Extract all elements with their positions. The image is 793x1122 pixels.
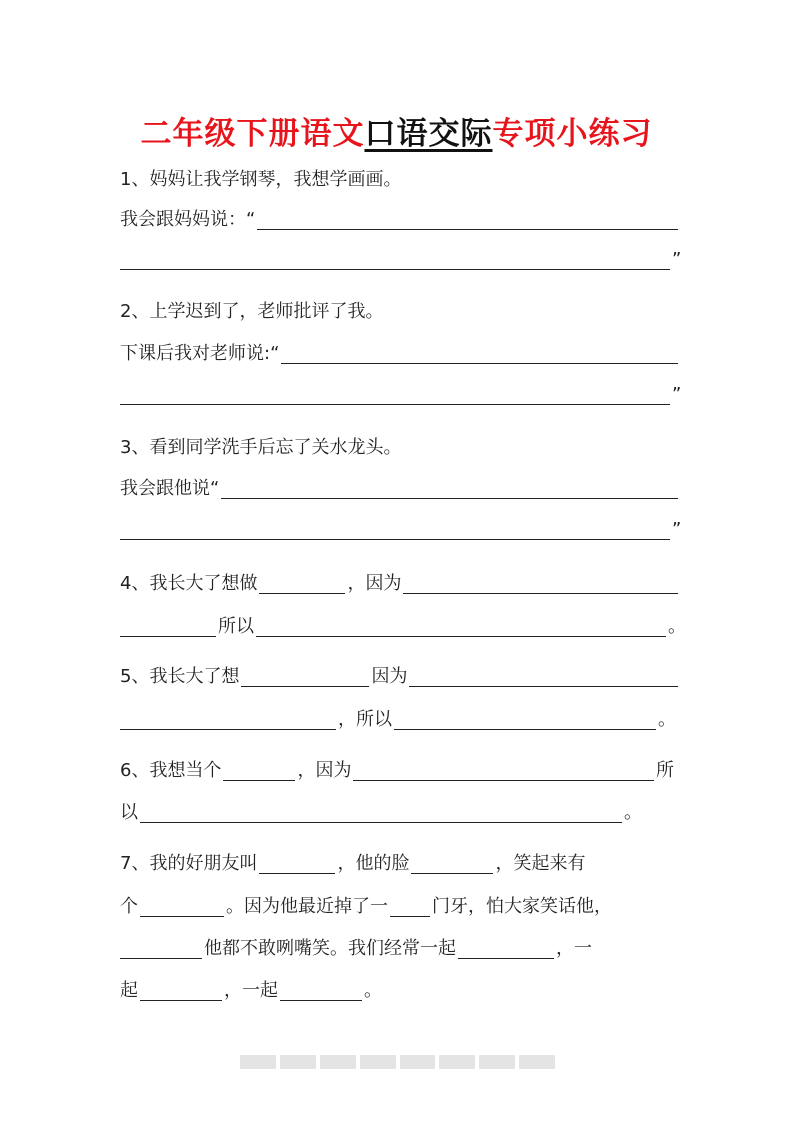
- q5-blank-reason-cont[interactable]: [120, 709, 336, 730]
- q5-line-2: [120, 706, 676, 734]
- q5-text-c: ，所以: [338, 709, 392, 730]
- q7-text-k: 。: [364, 980, 382, 1001]
- q7-blank-face[interactable]: [411, 853, 493, 874]
- q1-prompt: 1、妈妈让我学钢琴，我想学画画。: [120, 169, 402, 190]
- q6-text-c: 所: [656, 760, 674, 781]
- q2-answer-blank-2[interactable]: [120, 384, 670, 405]
- q6-text-a: 6、我想当个: [120, 760, 222, 781]
- q3-prompt: 3、看到同学洗手后忘了关水龙头。: [120, 437, 402, 458]
- q1-answer-blank-1[interactable]: [257, 209, 678, 230]
- q6-text-e: 。: [624, 802, 642, 823]
- q5-blank-result[interactable]: [394, 709, 656, 730]
- q4-blank-reason[interactable]: [403, 573, 678, 594]
- watermark-block: [320, 1055, 356, 1069]
- q6-text-b: ，因为: [297, 760, 352, 781]
- q7-text-e: 。因为他最近掉了一: [226, 896, 388, 917]
- q6-line-1: [120, 757, 674, 785]
- q6-text-d: 以: [120, 802, 138, 823]
- q4-blank-result[interactable]: [256, 616, 666, 637]
- q5-blank-wish[interactable]: [241, 666, 369, 687]
- q2-lead: 下课后我对老师说:“: [120, 343, 280, 364]
- q7-text-j: ，一起: [224, 980, 278, 1001]
- q2-answer-line-2: [120, 381, 672, 409]
- q7-text-h: ，一: [556, 938, 592, 959]
- q4-text-d: 。: [668, 616, 686, 637]
- q1-answer-line-2: [120, 246, 672, 274]
- q1-answer-line-1: [120, 206, 680, 234]
- q7-blank-activity-1[interactable]: [458, 938, 554, 959]
- q6-blank-reason[interactable]: [353, 760, 654, 781]
- q4-blank-job[interactable]: [259, 573, 345, 594]
- q7-blank-feature[interactable]: [140, 896, 224, 917]
- q7-line-1: [120, 850, 674, 878]
- q7-text-a: 7、我的好朋友叫: [120, 853, 258, 874]
- q4-line-2: [120, 613, 686, 641]
- q4-line-1: [120, 570, 680, 598]
- q1-lead: 我会跟妈妈说：“: [120, 209, 256, 230]
- q5-text-a: 5、我长大了想: [120, 666, 240, 687]
- q3-answer-blank-1[interactable]: [221, 478, 678, 499]
- watermark-block: [519, 1055, 555, 1069]
- q3-answer-line-2: [120, 516, 672, 544]
- q7-blank-activity-2[interactable]: [140, 980, 222, 1001]
- title-part-1: 二年级下册语文: [140, 116, 365, 152]
- page-title: [0, 108, 793, 153]
- watermark-block: [360, 1055, 396, 1069]
- q3-lead: 我会跟他说“: [120, 478, 220, 499]
- q2-prompt: 2、上学迟到了，老师批评了我。: [120, 301, 384, 322]
- q7-line-2: [120, 893, 676, 921]
- q4-blank-reason-cont[interactable]: [120, 616, 216, 637]
- watermark-block: [280, 1055, 316, 1069]
- q3-answer-line-1: [120, 475, 680, 503]
- q7-text-f: 门牙，怕大家笑话他，: [432, 896, 612, 917]
- q7-text-i: 起: [120, 980, 138, 1001]
- q7-text-b: ，他的脸: [337, 853, 410, 874]
- q4-text-b: ，因为: [347, 573, 402, 594]
- q7-blank-time[interactable]: [120, 938, 202, 959]
- q4-text-c: 所以: [218, 616, 254, 637]
- q3-close-quote: ”: [672, 519, 682, 540]
- q5-blank-reason[interactable]: [409, 666, 678, 687]
- q3-prompt-line: [120, 434, 680, 462]
- title-part-3: 专项小练习: [492, 116, 653, 152]
- q6-line-2: [120, 799, 642, 827]
- watermark-block: [240, 1055, 276, 1069]
- watermark-block: [400, 1055, 436, 1069]
- q7-blank-activity-3[interactable]: [280, 980, 362, 1001]
- q5-text-d: 。: [658, 709, 676, 730]
- q1-answer-blank-2[interactable]: [120, 249, 670, 270]
- q2-answer-blank-1[interactable]: [281, 343, 678, 364]
- blurred-watermark: [240, 1055, 555, 1069]
- q7-blank-measure[interactable]: [390, 896, 430, 917]
- q5-text-b: 因为: [371, 666, 408, 687]
- q6-blank-role[interactable]: [223, 760, 295, 781]
- q4-text-a: 4、我长大了想做: [120, 573, 258, 594]
- q2-prompt-line: [120, 298, 680, 326]
- q2-close-quote: ”: [672, 384, 682, 405]
- q7-line-3: [120, 935, 676, 963]
- q7-blank-name[interactable]: [259, 853, 335, 874]
- q3-answer-blank-2[interactable]: [120, 519, 670, 540]
- q6-blank-result[interactable]: [140, 802, 622, 823]
- q7-text-d: 个: [120, 896, 138, 917]
- q1-close-quote: ”: [672, 249, 682, 270]
- title-part-2: 口语交际: [364, 116, 493, 152]
- watermark-block: [439, 1055, 475, 1069]
- q1-prompt-line: [120, 166, 680, 194]
- q7-line-4: [120, 977, 420, 1005]
- watermark-block: [479, 1055, 515, 1069]
- q7-text-g: 他都不敢咧嘴笑。我们经常一起: [204, 938, 456, 959]
- q2-answer-line-1: [120, 340, 680, 368]
- q5-line-1: [120, 663, 680, 691]
- q7-text-c: ，笑起来有: [495, 853, 586, 874]
